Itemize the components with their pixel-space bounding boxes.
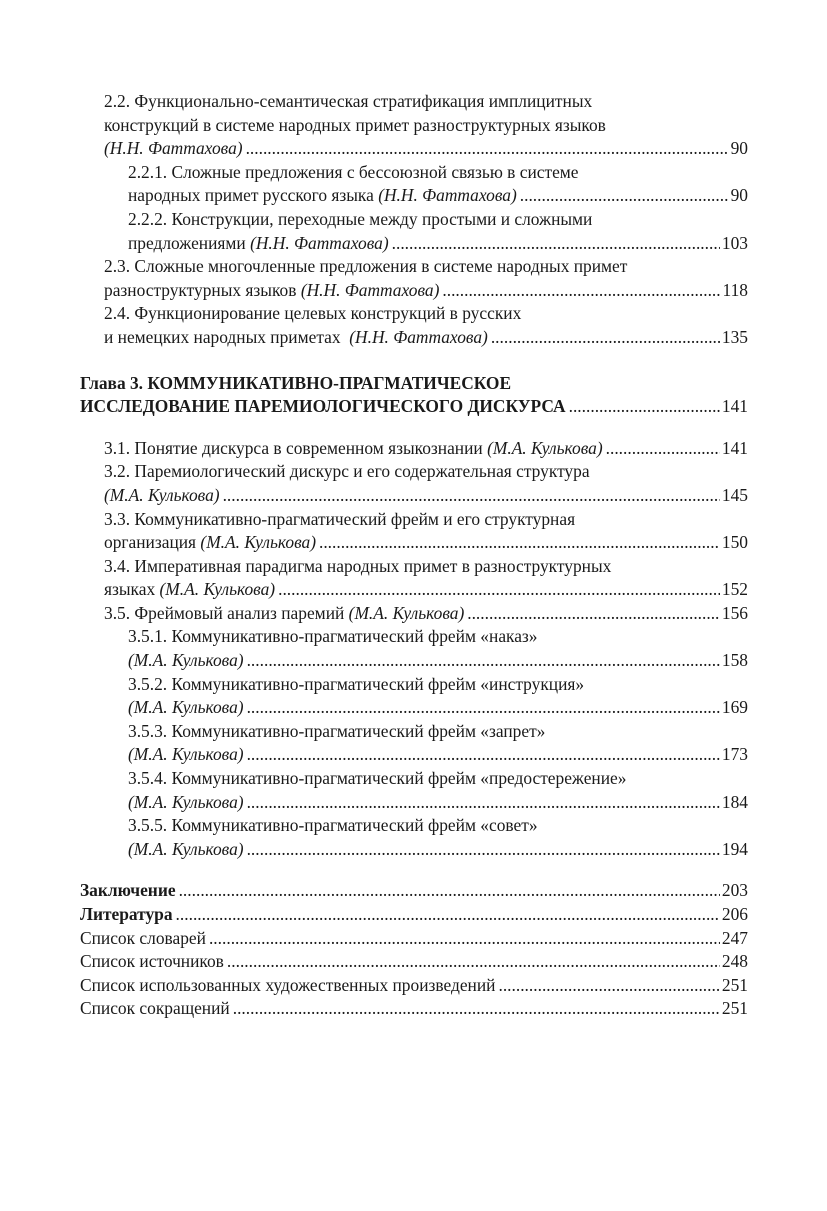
- toc-entry-text: 3.5.1. Коммуникативно-прагматический фрейм «наказ»: [128, 626, 538, 647]
- toc-entry-text: 3.5.2. Коммуникативно-прагматический фрейм «инструкция»: [128, 673, 585, 694]
- toc-entry-2-2-2[interactable]: [80, 208, 748, 255]
- toc-entry-3-2[interactable]: [80, 460, 748, 507]
- toc-entry-3-5-1[interactable]: [80, 625, 748, 672]
- toc-page-number: 247: [721, 927, 748, 948]
- dot-leader: [442, 279, 720, 303]
- toc-entry-text: 3.5.4. Коммуникативно-прагматический фрейм «предостережение»: [128, 768, 627, 789]
- toc-entry-author: (М.А. Кулькова): [128, 697, 244, 718]
- toc-entry-author: (М.А. Кулькова): [159, 579, 276, 600]
- toc-entry-text: 3.5.5. Коммуникативно-прагматический фрейм «совет»: [128, 815, 538, 836]
- dot-leader: [247, 649, 720, 673]
- toc-entry-text: разноструктурных языков: [104, 279, 301, 300]
- toc-entry-abbreviations[interactable]: [80, 997, 748, 1021]
- dot-leader: [319, 531, 720, 555]
- toc-page-number: 103: [721, 232, 748, 253]
- toc-entry-text: 3.2. Паремиологический дискурс и его содержательная структура: [104, 461, 590, 482]
- dot-leader: [246, 137, 729, 161]
- toc-entry-3-1[interactable]: [80, 437, 748, 461]
- toc-entry-sources[interactable]: [80, 950, 748, 974]
- toc-page-number: 169: [721, 697, 748, 718]
- dot-leader: [247, 743, 720, 767]
- toc-entry-3-5-3[interactable]: [80, 720, 748, 767]
- toc-entry-author: (Н.Н. Фаттахова): [349, 326, 488, 347]
- toc-entry-2-4[interactable]: [80, 302, 748, 349]
- toc-entry-text: Список сокращений: [80, 998, 230, 1019]
- toc-entry-fiction-works[interactable]: [80, 974, 748, 998]
- dot-leader: [247, 696, 720, 720]
- dot-leader: [247, 791, 720, 815]
- toc-entry-text: Список словарей: [80, 927, 206, 948]
- toc-page-number: 152: [721, 579, 748, 600]
- toc-entry-3-5[interactable]: [80, 602, 748, 626]
- toc-entry-text: 3.5.3. Коммуникативно-прагматический фрейм «запрет»: [128, 720, 546, 741]
- dot-leader: [223, 484, 720, 508]
- toc-entry-text: 2.3. Сложные многочленные предложения в системе народных примет: [104, 256, 628, 277]
- toc-page-number: 194: [721, 838, 748, 859]
- toc-entry-text: языках: [104, 579, 160, 600]
- toc-entry-text: 2.2.2. Конструкции, переходные между простыми и сложными: [128, 208, 593, 229]
- toc-page-number: 156: [721, 602, 748, 623]
- toc-entry-text: 3.5. Фреймовый анализ паремий: [104, 602, 349, 623]
- toc-entry-2-3[interactable]: [80, 255, 748, 302]
- dot-leader: [233, 997, 720, 1021]
- toc-entry-author: (Н.Н. Фаттахова): [378, 185, 517, 206]
- dot-leader: [392, 232, 720, 256]
- toc-chapter-3[interactable]: [80, 372, 748, 419]
- toc-page-number: 141: [721, 396, 748, 417]
- toc-page-number: 251: [721, 974, 748, 995]
- toc-page-number: 135: [721, 326, 748, 347]
- toc-page-number: 184: [721, 791, 748, 812]
- toc-entry-conclusion[interactable]: [80, 879, 748, 903]
- toc-entry-literature[interactable]: [80, 903, 748, 927]
- toc-entry-author: (М.А. Кулькова): [128, 791, 244, 812]
- toc-entry-dictionaries[interactable]: [80, 927, 748, 951]
- dot-leader: [176, 903, 720, 927]
- toc-entry-3-5-2[interactable]: [80, 673, 748, 720]
- toc-page-number: 173: [721, 744, 748, 765]
- chapter-title: Глава 3. КОММУНИКАТИВНО-ПРАГМАТИЧЕСКОЕ: [80, 372, 512, 393]
- toc-entry-text: Литература: [80, 904, 173, 924]
- toc-entry-author: (М.А. Кулькова): [487, 437, 603, 458]
- toc-entry-author: (Н.Н. Фаттахова): [104, 138, 243, 159]
- toc-page-number: 118: [722, 279, 748, 300]
- toc-entry-author: (М.А. Кулькова): [104, 484, 220, 505]
- toc-page-number: 150: [721, 532, 748, 553]
- toc-page-number: 145: [721, 484, 748, 505]
- toc-entry-author: (М.А. Кулькова): [128, 650, 244, 671]
- toc-entry-text: 3.3. Коммуникативно-прагматический фрейм и его структурная: [104, 508, 576, 529]
- toc-entry-author: (М.А. Кулькова): [128, 744, 244, 765]
- toc-entry-3-5-5[interactable]: [80, 814, 748, 861]
- toc-entry-author: (М.А. Кулькова): [128, 838, 244, 859]
- dot-leader: [209, 927, 720, 951]
- toc-page-number: 90: [730, 138, 748, 159]
- dot-leader: [606, 437, 720, 461]
- toc-entry-3-5-4[interactable]: [80, 767, 748, 814]
- toc-entry-text: и немецких народных приметах: [104, 326, 350, 347]
- toc-page-number: 158: [721, 650, 748, 671]
- toc-entry-author: (Н.Н. Фаттахова): [300, 279, 440, 300]
- toc-entry-text: народных примет русского языка: [128, 185, 379, 206]
- dot-leader: [569, 395, 720, 419]
- toc-page-number: 251: [721, 998, 748, 1019]
- toc-entry-author: (М.А. Кулькова): [200, 532, 316, 553]
- toc-entry-3-3[interactable]: [80, 508, 748, 555]
- dot-leader: [278, 578, 720, 602]
- toc-entry-text: 2.4. Функционирование целевых конструкций в русских: [104, 303, 522, 324]
- toc-entry-author: (М.А. Кулькова): [348, 602, 465, 623]
- toc-page-number: 90: [730, 185, 748, 206]
- dot-leader: [491, 326, 720, 350]
- dot-leader: [227, 950, 720, 974]
- toc-entry-2-2-1[interactable]: [80, 161, 748, 208]
- dot-leader: [498, 974, 719, 998]
- table-of-contents: [80, 90, 748, 1021]
- toc-page-number: 141: [721, 437, 748, 458]
- toc-entry-text: конструкций в системе народных примет разноструктурных языков: [104, 114, 606, 135]
- toc-entry-text: Список источников: [80, 951, 224, 972]
- toc-page-number: 206: [721, 904, 748, 924]
- toc-entry-text: Заключение: [80, 880, 176, 901]
- toc-entry-text: предложениями: [128, 232, 251, 253]
- toc-page-number: 248: [721, 951, 748, 972]
- toc-entry-3-4[interactable]: [80, 555, 748, 602]
- dot-leader: [520, 184, 729, 208]
- toc-entry-author: (Н.Н. Фаттахова): [250, 232, 389, 253]
- chapter-title: ИССЛЕДОВАНИЕ ПАРЕМИОЛОГИЧЕСКОГО ДИСКУРСА: [80, 396, 566, 417]
- dot-leader: [179, 879, 720, 903]
- toc-entry-text: 2.2.1. Сложные предложения с бессоюзной связью в системе: [128, 161, 579, 182]
- dot-leader: [247, 838, 720, 862]
- toc-entry-text: организация: [104, 532, 201, 553]
- toc-entry-text: 3.1. Понятие дискурса в современном языкознании: [104, 437, 488, 458]
- toc-entry-text: Список использованных художественных произведений: [80, 974, 496, 995]
- toc-entry-text: 3.4. Императивная парадигма народных примет в разноструктурных: [104, 555, 612, 576]
- toc-entry-text: 2.2. Функционально-семантическая стратификация имплицитных: [104, 91, 593, 111]
- toc-page-number: 203: [721, 880, 748, 901]
- toc-entry-2-2[interactable]: [80, 90, 748, 161]
- dot-leader: [467, 602, 720, 626]
